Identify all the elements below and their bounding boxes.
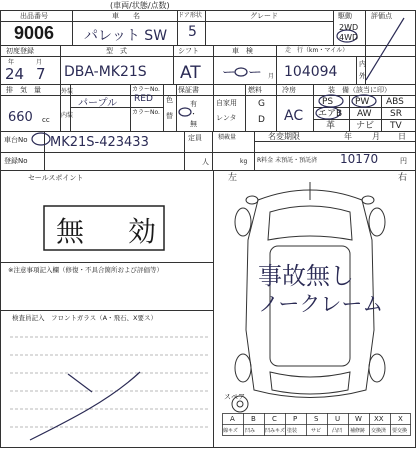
exterior-label: 外装 (61, 88, 74, 95)
load-unit: kg (240, 158, 248, 165)
inspection-month: ー (248, 65, 262, 81)
sales-point-label: セールスポイント (28, 174, 84, 182)
name-change-month: 月 (372, 132, 380, 141)
legend-code-x: X (398, 415, 403, 423)
eq-aw: AW (357, 109, 372, 119)
fuel-g: G (258, 99, 265, 109)
legend-code-u: U (335, 415, 341, 423)
model-value: DBA-MK21S (64, 64, 147, 80)
fuel-d: D (258, 115, 265, 125)
legend-code-w: W (355, 415, 362, 423)
name-change-year: 年 (344, 132, 352, 141)
legend-desc-s: サビ (311, 428, 322, 434)
first-reg-label: 初度登録 (6, 47, 34, 55)
legend-desc-c: 凹みキズ (265, 428, 285, 434)
legend-code-xx: XX (374, 415, 384, 423)
first-reg-month-label: 月 (36, 59, 43, 66)
eq-aircon: エアB (318, 109, 343, 119)
use-rental: レンタ (216, 114, 237, 122)
eq-leather: 革 (326, 121, 336, 131)
color-no: RED (134, 94, 153, 104)
shift-label: シフト (178, 47, 199, 55)
eq-navi: ナビ (356, 121, 375, 131)
drive-4wd: 4WD (339, 33, 359, 42)
mileage-label: 走 行（km・マイル） (285, 47, 349, 54)
eq-tv: TV (390, 121, 402, 131)
capacity-unit: 人 (202, 158, 209, 166)
use-private: 自家用 (216, 99, 237, 107)
name-change-day: 日 (398, 132, 406, 141)
first-reg-year-label: 年 (8, 59, 15, 66)
legend-code-a: A (230, 415, 235, 423)
color-label: 色 (166, 96, 173, 104)
legend-desc-x: 要交換 (392, 428, 408, 434)
doors-value: 5 (188, 24, 197, 40)
displacement-label: 排 気 量 (6, 86, 41, 94)
car-name-value: パレット SW (84, 28, 168, 44)
reg-no-label: 登録No (4, 157, 28, 165)
fuel-label: 燃料 (248, 86, 262, 94)
shift-value: AT (180, 63, 201, 83)
legend-desc-p: 塗装 (287, 428, 298, 434)
warranty-yes: 有 (190, 100, 197, 108)
load-label: 積載量 (218, 134, 237, 141)
inspection-month-label: 月 (268, 73, 275, 80)
ac-value: AC (284, 108, 304, 124)
model-label: 型 式 (106, 47, 127, 55)
right-side-label: 右 (398, 173, 408, 183)
drive-2wd: 2WD (339, 23, 359, 32)
doors-label: ドア形状 (178, 12, 202, 19)
warranty-label: 保証書 (178, 86, 199, 94)
left-side-label: 左 (228, 173, 238, 183)
lot-number: 9006 (14, 23, 55, 43)
legend-desc-xx: 交換済 (371, 428, 387, 434)
legend-code-s: S (314, 415, 319, 423)
displacement-value: 660 (8, 110, 33, 125)
drive-label: 駆動 (338, 12, 352, 20)
legend-desc-w: 補修跡 (350, 428, 366, 434)
chassis-label: 車台No (4, 136, 28, 144)
notes-label: ※注意事項記入欄（修復・不具合箇所および評価等） (8, 266, 163, 274)
stamp-line-1: 事故無し (258, 262, 354, 290)
capacity-label: 定員 (188, 134, 202, 142)
outer-score-label: 外 (359, 72, 366, 80)
first-reg-year: 24 (5, 65, 25, 83)
color-no-label-2: カラーNo. (132, 109, 160, 116)
top-cutoff-text: (車両/状態/点数) (110, 1, 170, 10)
spare-label: スペア (224, 393, 245, 401)
recycle-label: R料金 未預託・預託済 (257, 157, 318, 164)
exterior-color: パープル (78, 98, 118, 109)
lot-number-label: 出品番号 (20, 12, 48, 20)
recycle-fee: 10170 (340, 152, 379, 166)
legend-code-b: B (251, 415, 256, 423)
legend-desc-u: 凸凹 (332, 428, 343, 434)
displacement-unit: cc (42, 116, 50, 124)
legend-desc-b: 凹み (245, 428, 256, 434)
recycle-unit: 円 (400, 157, 407, 165)
equip-label: 装 備（該当に印） (328, 86, 391, 94)
name-change-label: 名変期限 (268, 132, 300, 141)
inner-score-label: 内 (359, 60, 366, 68)
score-label: 評価点 (371, 12, 392, 20)
warranty-no: 無 (190, 120, 197, 128)
legend-code-c: C (272, 415, 277, 423)
stamp-line-2: ノークレーム (258, 292, 384, 316)
car-name-label: 車 名 (112, 12, 140, 20)
inspection-label: 車 検 (232, 47, 253, 55)
first-reg-month: 7 (36, 65, 46, 83)
inspector-label: 検査員記入 フロントガラス（A・飛石、X要ス） (12, 314, 158, 322)
eq-ps: PS (322, 97, 334, 107)
legend-code-p: P (293, 415, 298, 423)
chassis-value: MK21S-423433 (50, 135, 149, 150)
mileage-value: 104094 (284, 64, 338, 80)
eq-abs: ABS (386, 97, 404, 107)
color-swap-label: 替 (166, 112, 173, 120)
color-no-label: カラーNo. (132, 86, 160, 93)
ac-label: 冷房 (282, 86, 296, 94)
void-stamp: 無 効 (56, 215, 165, 248)
inspection-year: ー (222, 65, 236, 81)
eq-pw: PW (355, 97, 370, 107)
interior-label: 内装 (61, 112, 74, 119)
warranty-dot: ・ (190, 110, 197, 118)
grade-label: グレード (250, 12, 278, 20)
legend-desc-a: 線キズ (223, 428, 238, 434)
eq-sr: SR (390, 109, 402, 119)
